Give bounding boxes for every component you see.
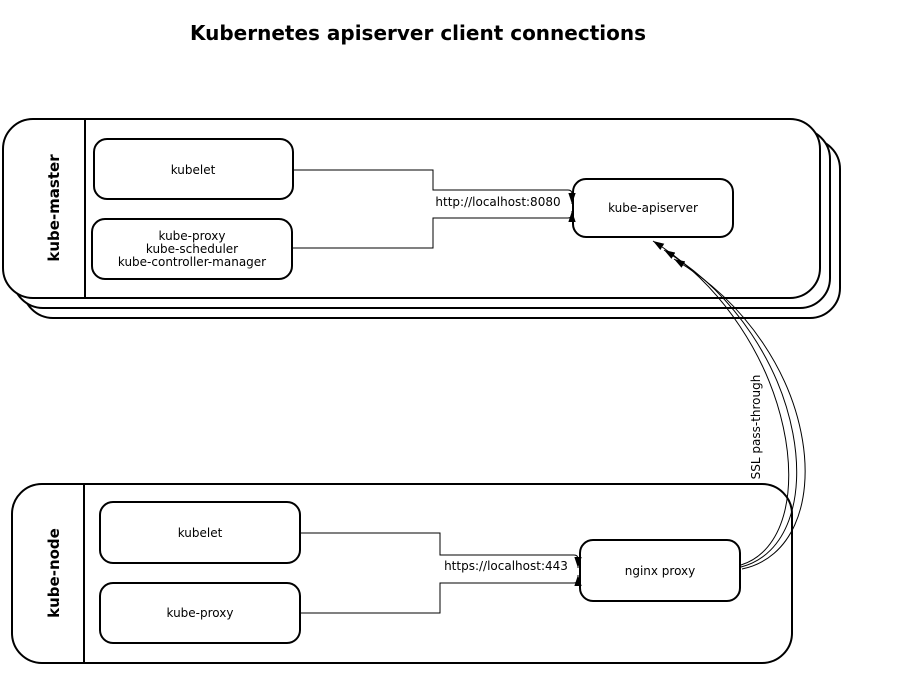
node-kube-apiserver (573, 179, 733, 237)
cluster-kube-node-label: kube-node (45, 528, 63, 618)
node-control-plane-services-line-1: kube-proxy (158, 229, 226, 243)
node-control-plane-services-line-2: kube-scheduler (145, 242, 239, 256)
cluster-kube-master-label: kube-master (45, 154, 63, 262)
node-kubelet-master (94, 139, 293, 199)
node-kube-proxy-node (100, 583, 300, 643)
edge-label-https-localhost-443: https://localhost:443 (444, 559, 568, 573)
edge-label-ssl-passthrough: SSL pass-through (749, 374, 763, 480)
node-kubelet-node-label: kubelet (177, 526, 223, 540)
node-nginx-proxy (580, 540, 740, 601)
node-kubelet-master-label: kubelet (170, 163, 216, 177)
diagram-title: Kubernetes apiserver client connections (189, 21, 647, 45)
node-kube-apiserver-label: kube-apiserver (608, 201, 698, 215)
node-nginx-proxy-label: nginx proxy (624, 564, 696, 578)
node-kube-proxy-node-label: kube-proxy (166, 606, 234, 620)
node-kubelet-node (100, 502, 300, 563)
edge-label-http-localhost-8080: http://localhost:8080 (435, 195, 561, 209)
node-control-plane-services (92, 219, 292, 279)
node-control-plane-services-line-3: kube-controller-manager (117, 255, 267, 269)
